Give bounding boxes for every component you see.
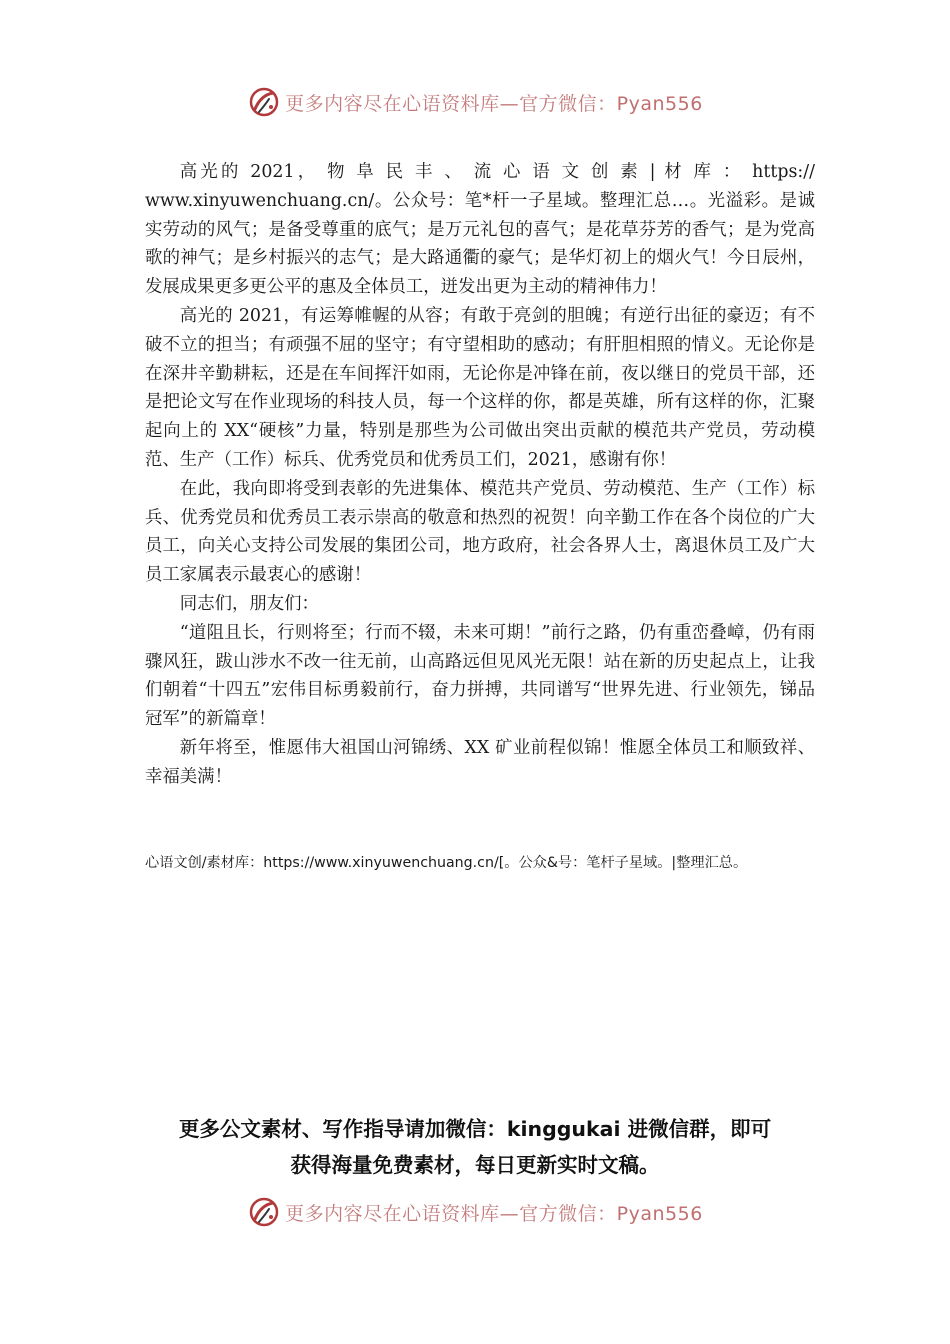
paragraph-3: 在此，我向即将受到表彰的先进集体、模范共产党员、劳动模范、生产（工作）标兵、优秀党员和优秀员工表示崇高的敬意和热烈的祝贺！向辛勤工作在各个岗位的广大员工，向关心支持公司发展的集团公司，地方政府，社会各界人士，离退休员工及广大员工家属表示最衷心的感谢！ (145, 478, 815, 586)
promo-line-2: 获得海量免费素材，每日更新实时文稿。 (290, 1153, 660, 1177)
paragraph-4: 同志们，朋友们： (179, 593, 319, 614)
banner-text (285, 89, 703, 116)
paragraph-5: “道阻且长，行则将至；行而不辍，未来可期！”前行之路，仍有重峦叠嶂，仍有雨骤风狂，跋山涉水不改一往无前，山高路远但见风光无限！站在新的历史起点上，让我们朝着“十四五”宏伟目标勇毅前行，奋力拼搏，共同谱写“世界先进、行业领先，锑品冠军”的新篇章！ (145, 622, 815, 730)
banner-text (285, 1199, 703, 1226)
logo-icon (247, 85, 281, 119)
document-body (145, 158, 815, 792)
promo-line-1: 更多公文素材、写作指导请加微信：kinggukai 进微信群，即可 (178, 1117, 772, 1141)
logo-icon (247, 1195, 281, 1229)
paragraph-2: 高光的 2021，有运筹帷幄的从容；有敢于亮剑的胆魄；有逆行出征的豪迈；有不破不立的担当；有顽强不屈的坚守；有守望相助的感动；有肝胆相照的情义。无论你是在深井辛勤耕耘，还是在车间挥汗如雨，无论你是冲锋在前，夜以继日的党员干部，还是把论文写在作业现场的科技人员，每一个这样的你，都是英雄，所有这样的你，汇聚起向上的 XX“硬核”力量，特别是那些为公司做出突出贡献的模范共产党员，劳动模范、生产（工作）标兵、优秀党员和优秀员工们，2021，感谢有你！ (145, 305, 815, 470)
paragraph-1: 高光的 2021， 物 阜 民 丰 、 流 心 语 文 创 素 | 材 库 ： https:// www.xinyuwenchuang.cn/。公众号：笔*杆一子星域。整理汇总…。光溢彩。是诚实劳动的风气；是备受尊重的底气；是万元礼包的喜气；是花草芬芳的香气；是为党高歌的神气；是乡村振兴的志气；是大路通衢的豪气；是华灯初上的烟火气！今日辰州，发展成果更多更公平的惠及全体员工，迸发出更为主动的精神伟力！ (145, 162, 815, 298)
footer-banner (0, 1192, 950, 1232)
banner-wechat-id: Pyan556 (616, 1202, 703, 1225)
banner-label: 更多内容尽在心语资料库—官方微信： (285, 92, 617, 115)
header-banner (0, 82, 950, 122)
banner-label: 更多内容尽在心语资料库—官方微信： (285, 1202, 617, 1225)
banner-wechat-id: Pyan556 (616, 92, 703, 115)
source-line: 心语文创/素材库：https://www.xinyuwenchuang.cn/[。公众&号：笔杆子星域。|整理汇总。 (145, 855, 748, 871)
paragraph-6: 新年将至，惟愿伟大祖国山河锦绣、XX 矿业前程似锦！惟愿全体员工和顺致祥、幸福美满！ (145, 737, 815, 787)
